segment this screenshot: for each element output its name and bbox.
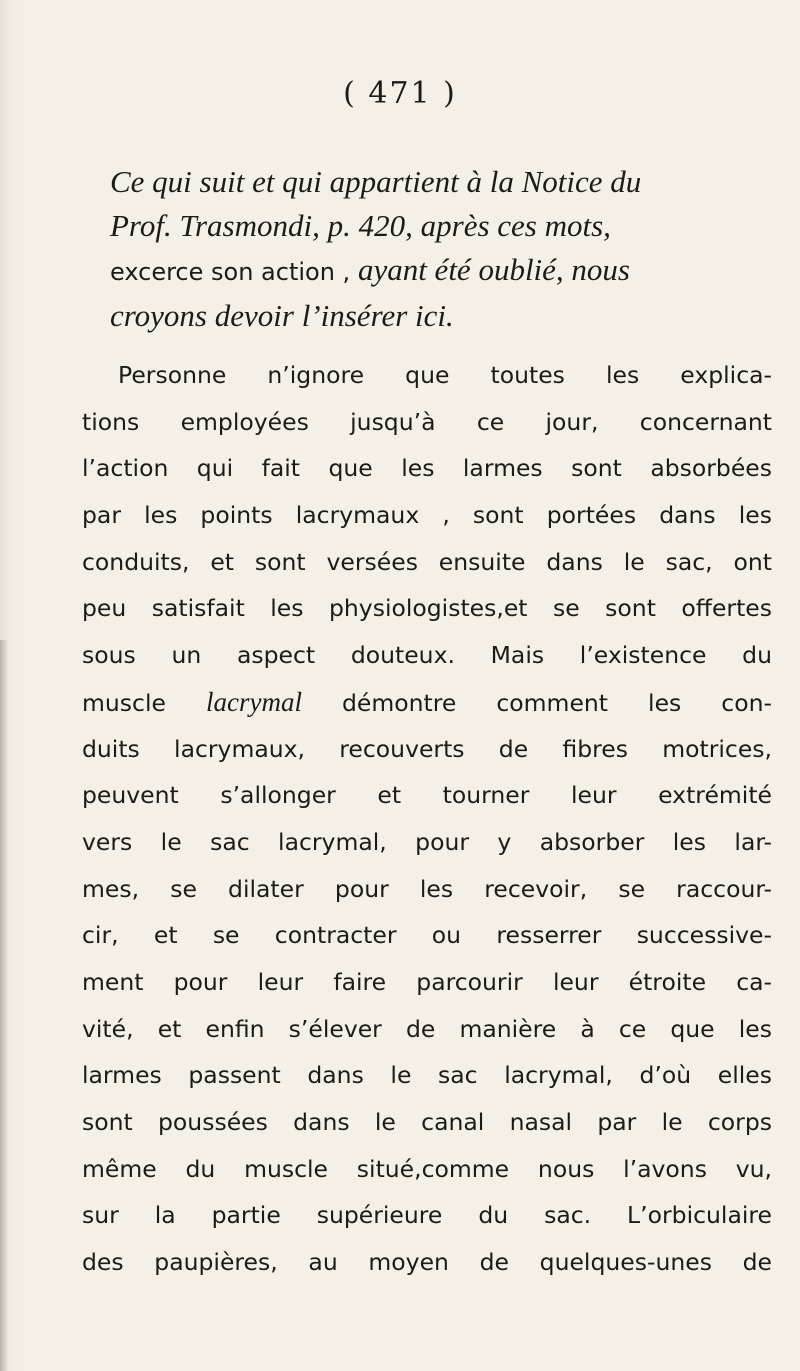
note-line-3-rest: ayant été oublié, nous <box>350 252 630 287</box>
body-line: sont poussées dans le canal nasal par le corps <box>82 1108 772 1136</box>
body-line: même du muscle situé,comme nous l’avons vu, <box>82 1154 772 1183</box>
body-line: peu satisfait les physiologistes,et se sont offertes <box>82 594 772 623</box>
body-line: l’action qui fait que les larmes sont absorbées <box>82 454 772 483</box>
body-line: tions employées jusqu’à ce jour, concernant <box>82 407 772 436</box>
note-line-4-text: croyons devoir l’insérer ici. <box>110 298 454 333</box>
body-line: peuvent s’allonger et tourner leur extrémité <box>82 781 772 810</box>
body-paragraph <box>82 352 772 1286</box>
binding-shadow <box>0 640 8 1371</box>
body-line: Personne n’ignore que toutes les explica- <box>118 361 772 389</box>
body-line: mes, se dilater pour les recevoir, se raccour- <box>82 874 772 903</box>
note-line-2 <box>110 204 760 248</box>
body-line: des paupières, au moyen de quelques-unes de <box>82 1248 772 1277</box>
note-line-4 <box>110 294 760 338</box>
body-line: cir, et se contracter ou resserrer successive- <box>82 921 772 950</box>
body-line: conduits, et sont versées ensuite dans le sac, ont <box>82 547 772 576</box>
note-line-1 <box>110 160 760 204</box>
body-line: vité, et enfin s’élever de manière à ce que les <box>82 1014 772 1043</box>
note-line-2-rest: , p. 420, après ces mots, <box>312 208 611 243</box>
note-author-name: Prof. Trasmondi <box>110 208 313 243</box>
page-number: ( 471 ) <box>343 76 457 111</box>
body-line: par les points lacrymaux , sont portées dans les <box>82 501 772 530</box>
note-line-3 <box>110 248 760 294</box>
body-line-muscle <box>82 679 772 726</box>
body-line-8-start: muscle <box>82 688 206 717</box>
body-line: sur la partie supérieure du sac. L’orbiculaire <box>82 1201 772 1230</box>
body-line: ment pour leur faire parcourir leur étroite ca- <box>82 967 772 996</box>
editorial-note <box>110 160 760 338</box>
body-line: larmes passent dans le sac lacrymal, d’où elles <box>82 1061 772 1090</box>
note-quoted-words: excerce son action , <box>110 258 351 286</box>
body-line: duits lacrymaux, recouverts de fibres motrices, <box>82 734 772 763</box>
body-line-8-end: démontre comment les con- <box>301 688 772 717</box>
note-line-1-text: Ce qui suit et qui appartient à la Notice du <box>110 164 642 199</box>
body-italic-term: lacrymal <box>205 686 302 717</box>
body-line: vers le sac lacrymal, pour y absorber les lar- <box>82 827 772 856</box>
body-line: sous un aspect douteux. Mais l’existence du <box>82 641 772 670</box>
